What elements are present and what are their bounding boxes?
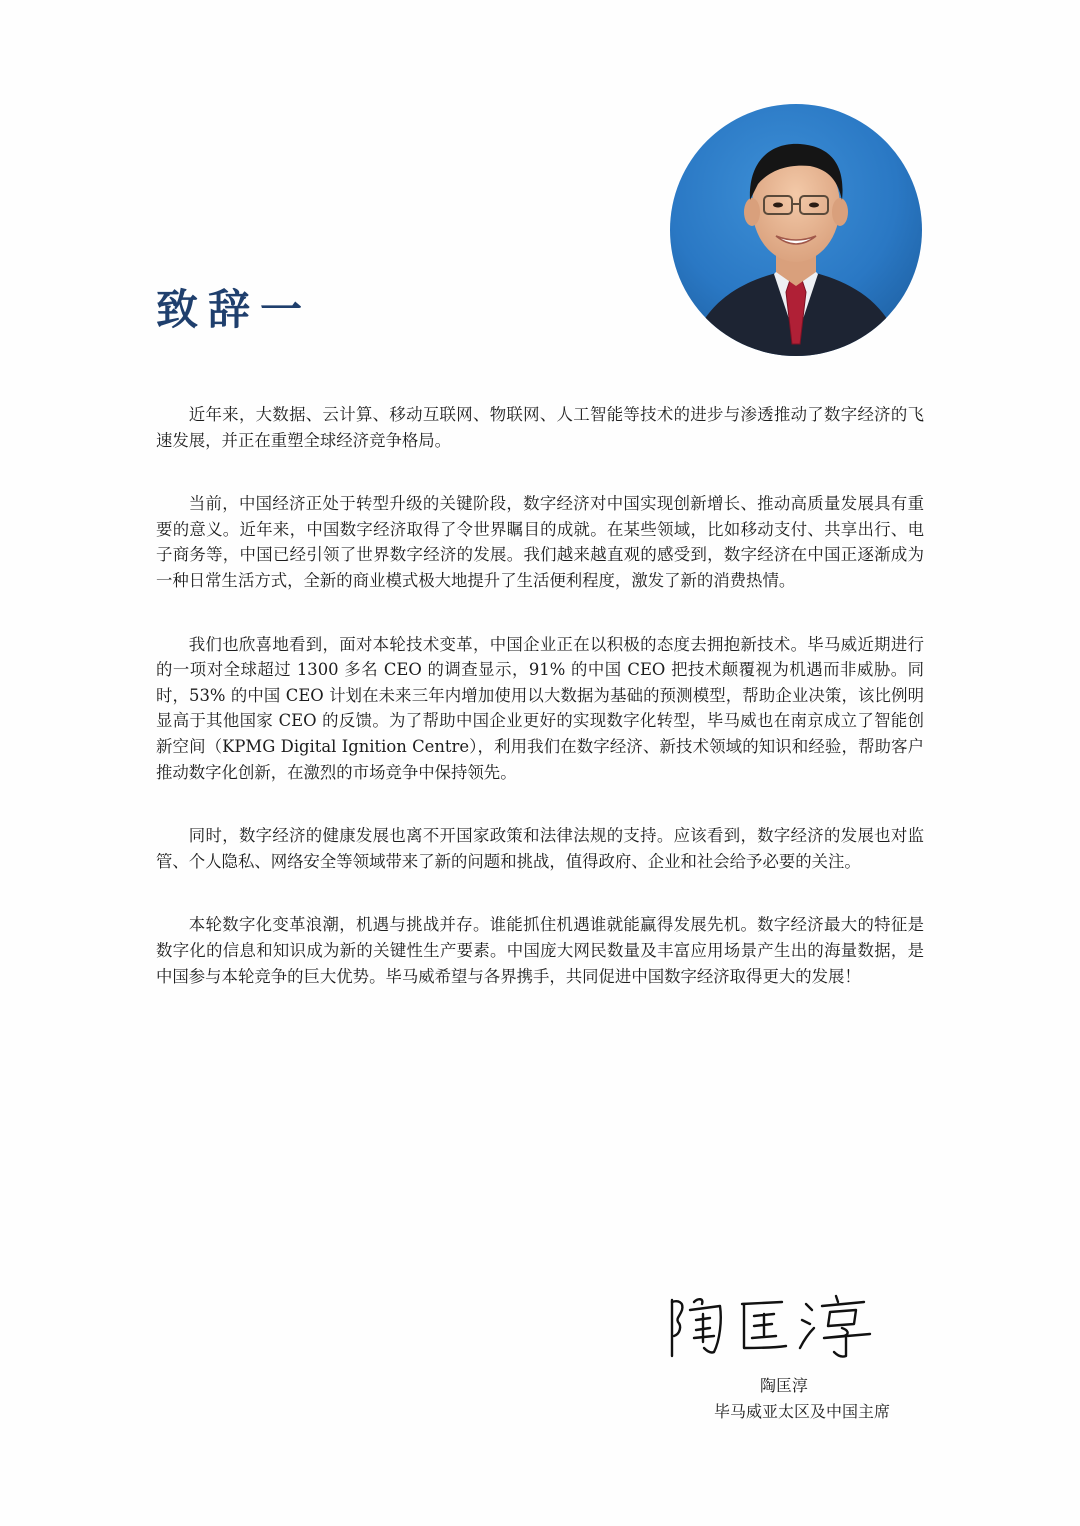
paragraph: 我们也欣喜地看到，面对本轮技术变革，中国企业正在以积极的态度去拥抱新技术。毕马威近期进行的一项对全球超过 1300 多名 CEO 的调查显示，91% 的中国 CEO 把技术颠覆视为机遇而非威胁。同时，53% 的中国 CEO 计划在未来三年内增加使用以大数据为基础的预测模型，帮助企业决策，该比例明显高于其他国家 CEO 的反馈。为了帮助中国企业更好的实现数字化转型，毕马威也在南京成立了智能创新空间（KPMG Digital Ignition Centre），利用我们在数字经济、新技术领域的知识和经验，帮助客户推动数字化创新，在激烈的市场竞争中保持领先。: [156, 634, 924, 782]
signatory-name: 陶匡淳: [759, 1376, 808, 1395]
paragraph: 本轮数字化变革浪潮，机遇与挑战并存。谁能抓住机遇谁就能赢得发展先机。数字经济最大的特征是数字化的信息和知识成为新的关键性生产要素。中国庞大网民数量及丰富应用场景产生出的海量数据，是中国参与本轮竞争的巨大优势。毕马威希望与各界携手，共同促进中国数字经济取得更大的发展！: [156, 915, 924, 986]
signatory-position: 毕马威亚太区及中国主席: [713, 1402, 890, 1421]
portrait-photo: [670, 104, 922, 356]
handwritten-signature: [664, 1290, 896, 1362]
paragraph: 同时，数字经济的健康发展也离不开国家政策和法律法规的支持。应该看到，数字经济的发展也对监管、个人隐私、网络安全等领域带来了新的问题和挑战，值得政府、企业和社会给予必要的关注。: [156, 826, 924, 871]
letter-body: [156, 402, 924, 1027]
page-title: 致辞一: [156, 285, 313, 334]
paragraph: 当前，中国经济正处于转型升级的关键阶段，数字经济对中国实现创新增长、推动高质量发展具有重要的意义。近年来，中国数字经济取得了令世界瞩目的成就。在某些领域，比如移动支付、共享出行、电子商务等，中国已经引领了世界数字经济的发展。我们越来越直观的感受到，数字经济在中国正逐渐成为一种日常生活方式，全新的商业模式极大地提升了生活便利程度，激发了新的消费热情。: [156, 494, 924, 590]
paragraph: 近年来，大数据、云计算、移动互联网、物联网、人工智能等技术的进步与渗透推动了数字经济的飞速发展，并正在重塑全球经济竞争格局。: [156, 405, 924, 450]
